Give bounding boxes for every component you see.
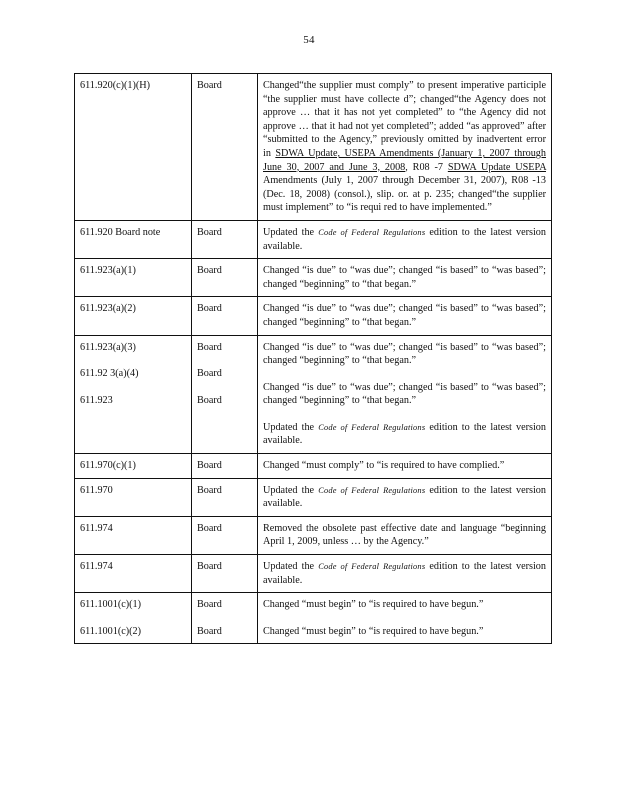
source-label: Board (197, 484, 222, 496)
description-text (263, 302, 546, 329)
description-text (263, 79, 546, 215)
text-fragment: Code of Federal Regulations (318, 422, 426, 432)
source-cell (192, 478, 258, 516)
text-fragment: Code of Federal Regulations (318, 227, 426, 237)
section-cell (75, 297, 192, 335)
table-row (75, 220, 552, 258)
text-fragment: Updated the (263, 421, 319, 433)
source-cell (192, 74, 258, 221)
page-number: 54 (303, 34, 315, 46)
description-text (263, 264, 546, 291)
section-cell (75, 454, 192, 479)
section-label: 611.970(c)(1) (80, 460, 136, 472)
section-label: 611.974 (80, 522, 113, 534)
source-cell (192, 297, 258, 335)
section-cell (75, 74, 192, 221)
source-label: Board (197, 522, 222, 534)
text-fragment: SDWA Update, USEPA Amendments (January 1, 2007 through June 30, 2007 and June 3, 2008 (263, 147, 546, 173)
table-row (75, 516, 552, 554)
text-fragment: Changed “is due” to “was due”; changed “is based” to “was based”; changed “beginning” to “that began.” (263, 341, 546, 367)
text-fragment: Changed “must begin” to “is required to have begun.” (263, 599, 484, 611)
text-fragment: edition to the latest version available. (263, 561, 546, 586)
section-label: 611.923(a)(1) (80, 265, 136, 277)
text-fragment: Updated the (263, 484, 319, 496)
description-cell (258, 259, 552, 297)
description-text (263, 560, 546, 587)
table-row (75, 454, 552, 479)
source-label: Board (197, 561, 222, 573)
description-text (263, 226, 546, 253)
text-fragment: edition to the latest version available. (263, 226, 546, 252)
text-fragment: Code of Federal Regulations (318, 562, 426, 572)
description-cell (258, 335, 552, 454)
description-text (263, 341, 546, 368)
section-label: 611.920 Board note (80, 226, 161, 238)
section-label: 611.92 3(a)(4) (80, 368, 139, 380)
text-fragment: Code of Federal Regulations (318, 485, 426, 495)
source-cell (192, 516, 258, 554)
section-label: 611.974 (80, 561, 113, 573)
text-fragment: Updated the (263, 226, 319, 238)
text-fragment: Changed “must begin” to “is required to have begun.” (263, 625, 484, 637)
source-label: Board (197, 599, 222, 611)
description-text (263, 381, 546, 408)
source-label: Board (197, 265, 222, 277)
source-cell (192, 593, 258, 644)
section-cell (75, 593, 192, 644)
text-fragment: Removed the obsolete past effective date and language “beginning April 1, 2009, unless … by the Agency.” (263, 522, 546, 548)
source-label: Board (197, 460, 222, 472)
text-fragment: “the Agency does not approve … that it has not yet completed” to “the Agency did not approve … that it had not yet completed”; added “as approved” after “submitted to the Agency,” previously omitted by inadvertent error in (263, 93, 546, 159)
source-cell (192, 555, 258, 593)
text-fragment: Changed “is due” to “was due”; changed “is based” to “was based”; changed “beginning” to “that began.” (263, 381, 546, 407)
changes-table-body (75, 74, 552, 644)
source-label: Board (197, 625, 222, 637)
source-label: Board (197, 303, 222, 315)
description-cell (258, 297, 552, 335)
description-text (263, 598, 546, 612)
section-cell (75, 516, 192, 554)
description-cell (258, 593, 552, 644)
section-label: 611.923(a)(2) (80, 303, 136, 315)
description-cell (258, 220, 552, 258)
text-fragment: Changed “must comply” to “is required to have complied.” (263, 460, 505, 472)
table-row (75, 335, 552, 454)
text-fragment: , R08 -7 (405, 161, 448, 173)
table-row (75, 259, 552, 297)
source-label: Board (197, 341, 222, 353)
section-label: 611.923(a)(3) (80, 341, 136, 353)
source-label: Board (197, 394, 222, 406)
table-row (75, 555, 552, 593)
table-row (75, 74, 552, 221)
source-cell (192, 259, 258, 297)
text-fragment: SDWA Update USEPA (447, 161, 547, 173)
text-fragment: “the supplier must implement” to “is requi red to have implemented.” (263, 188, 546, 214)
description-text (263, 522, 546, 549)
text-fragment: edition to the latest version available. (263, 421, 546, 447)
section-label: 611.970 (80, 484, 113, 496)
section-cell (75, 220, 192, 258)
text-fragment: Amendments (July 1, 2007 through December 31, 2007), R08 -13 (Dec. 18, 2008) (consol.), slip. or. at p. 235; changed (263, 175, 546, 200)
section-cell (75, 335, 192, 454)
description-text (263, 625, 546, 639)
section-cell (75, 555, 192, 593)
section-label: 611.1001(c)(2) (80, 625, 142, 637)
description-text (263, 459, 546, 473)
section-label: 611.923 (80, 394, 113, 406)
section-label: 611.1001(c)(1) (80, 599, 142, 611)
changes-table (74, 73, 552, 644)
text-fragment: Changed (263, 80, 300, 91)
source-cell (192, 220, 258, 258)
description-cell (258, 454, 552, 479)
description-text (263, 421, 546, 448)
source-label: Board (197, 80, 222, 91)
text-fragment: Changed “is due” to “was due”; changed “is based” to “was based”; changed “beginning” to “that began.” (263, 303, 546, 328)
source-label: Board (197, 368, 222, 380)
description-cell (258, 516, 552, 554)
description-cell (258, 478, 552, 516)
description-cell (258, 74, 552, 221)
section-cell (75, 478, 192, 516)
description-text (263, 484, 546, 511)
section-cell (75, 259, 192, 297)
section-label: 611.920(c)(1)(H) (80, 80, 151, 91)
text-fragment: “the supplier must comply” to present imperative participle “the supplier must have collecte d”; changed (263, 80, 546, 105)
table-row (75, 593, 552, 644)
source-cell (192, 335, 258, 454)
description-cell (258, 555, 552, 593)
text-fragment: Updated the (263, 561, 319, 573)
table-row (75, 478, 552, 516)
source-cell (192, 454, 258, 479)
text-fragment: Changed “is due” to “was due”; changed “is based” to “was based”; changed “beginning” to “that began.” (263, 265, 546, 290)
table-row (75, 297, 552, 335)
source-label: Board (197, 226, 222, 238)
text-fragment: edition to the latest version available. (263, 484, 546, 510)
